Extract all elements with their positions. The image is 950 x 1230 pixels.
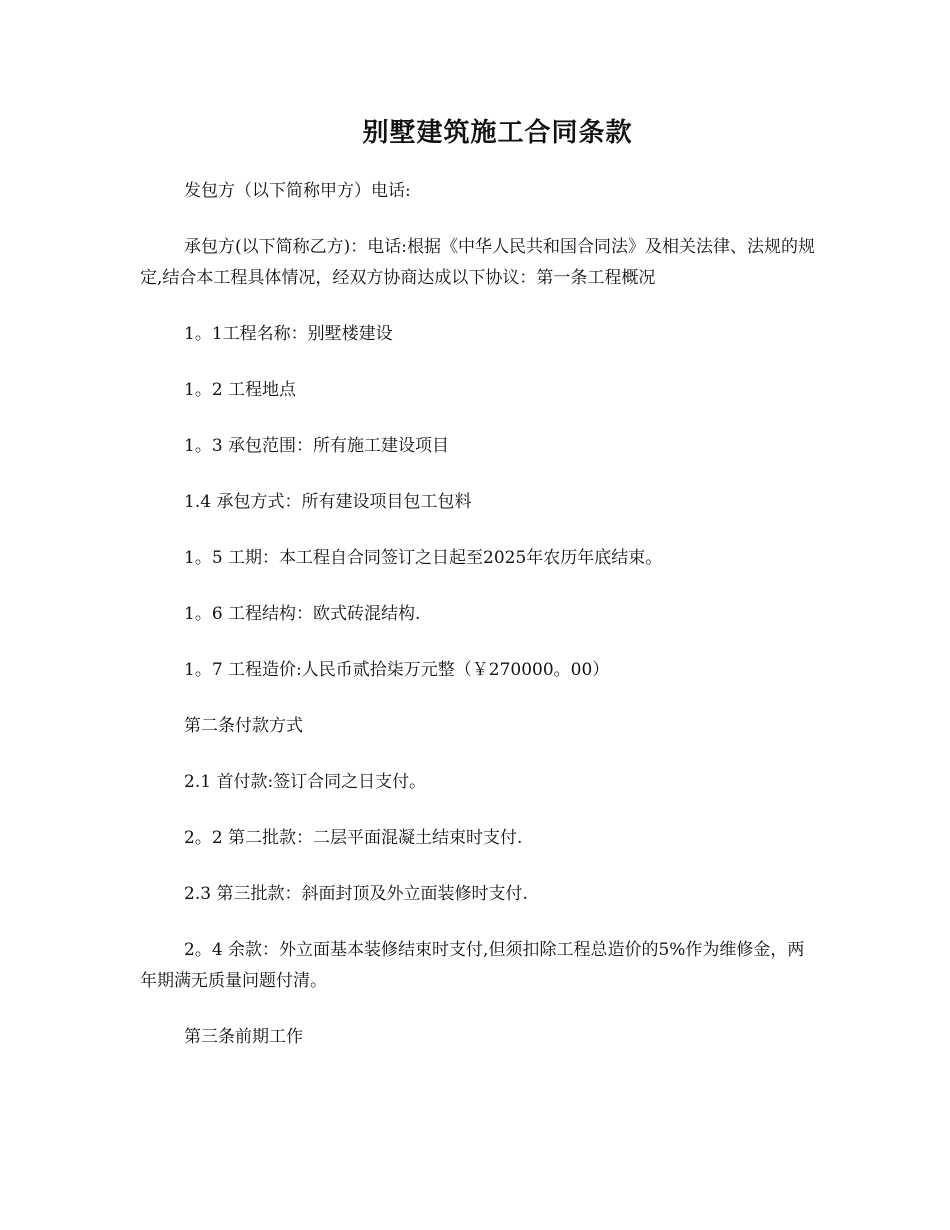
paragraph-cost: 1。7 工程造价:人民币贰拾柒万元整（￥270000。00） xyxy=(184,660,610,680)
paragraph-contractor: 承包方(以下简称乙方)：电话:根据《中华人民共和国合同法》及相关法律、法规的规定,结合本工程具体情况，经双方协商达成以下协议：第一条工程概况 xyxy=(140,237,815,288)
paragraph-project-name: 1。1工程名称：别墅楼建设 xyxy=(184,324,393,344)
paragraph-first-payment: 2.1 首付款:签订合同之日支付。 xyxy=(184,772,427,792)
document-title: 别墅建筑施工合同条款 xyxy=(362,118,633,148)
paragraph-contract-method: 1.4 承包方式：所有建设项目包工包料 xyxy=(184,492,472,512)
paragraph-contract-scope: 1。3 承包范围：所有施工建设项目 xyxy=(184,436,450,456)
paragraph-project-location: 1。2 工程地点 xyxy=(184,380,297,400)
paragraph-duration: 1。5 工期：本工程自合同签订之日起至2025年农历年底结束。 xyxy=(184,548,663,568)
paragraph-balance-payment: 2。4 余款：外立面基本装修结束时支付,但须扣除工程总造价的5%作为维修金，两年期满无质量问题付清。 xyxy=(140,940,805,991)
paragraph-third-payment: 2.3 第三批款：斜面封顶及外立面装修时支付. xyxy=(184,884,528,904)
section-heading-preliminary-work: 第三条前期工作 xyxy=(184,1027,303,1047)
paragraph-second-payment: 2。2 第二批款：二层平面混凝土结束时支付. xyxy=(184,828,523,848)
paragraph-structure: 1。6 工程结构：欧式砖混结构. xyxy=(184,604,421,624)
document-body xyxy=(140,176,820,1078)
paragraph-employer: 发包方（以下简称甲方）电话: xyxy=(184,181,411,201)
section-heading-payment: 第二条付款方式 xyxy=(184,716,303,736)
